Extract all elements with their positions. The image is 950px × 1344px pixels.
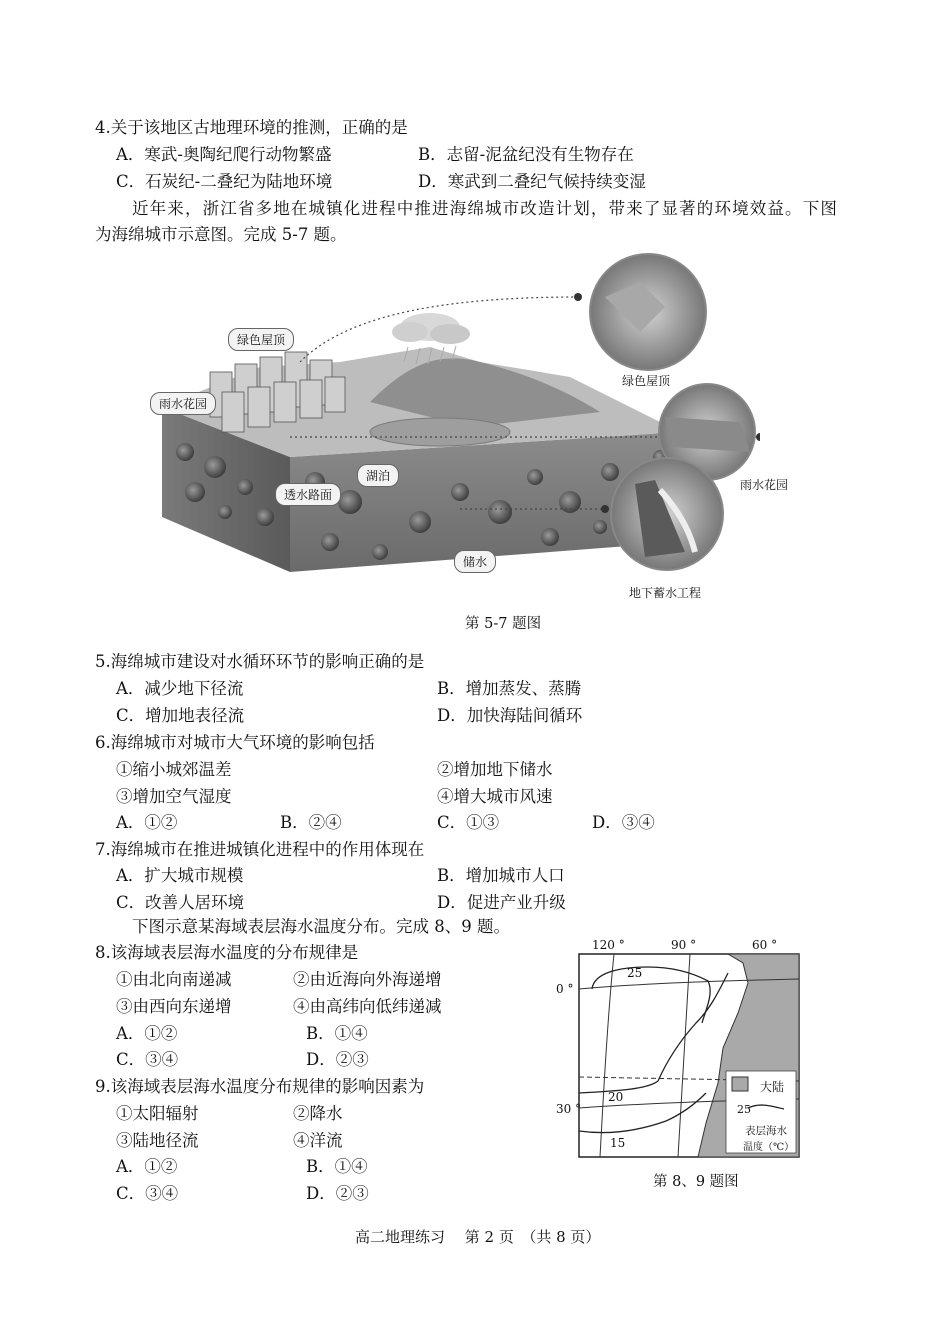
q5-option-d: D．加快海陆间循环 <box>437 706 583 725</box>
q8-statement-3: ③由西向东递增 <box>116 997 232 1016</box>
q9-option-a: A．①② <box>116 1157 178 1176</box>
q6-option-a: A．①② <box>116 813 178 832</box>
legend-sample-value: 25 <box>737 1103 751 1116</box>
lon-60-label: 60 ° <box>752 938 778 952</box>
q9-option-b: B．①④ <box>306 1157 368 1176</box>
photo-caption-green-roof: 绿色屋顶 <box>622 374 671 388</box>
q8-option-a: A．①② <box>116 1024 178 1043</box>
q7-stem: 7.海绵城市在推进城镇化进程中的作用体现在 <box>95 840 425 859</box>
isotherm-label-20: 20 <box>608 1090 624 1104</box>
q6-statement-2: ②增加地下储水 <box>437 760 553 779</box>
q4-option-c: C．石炭纪-二叠纪为陆地环境 <box>116 172 333 191</box>
legend-isotherm-label-2: 温度（℃） <box>743 1142 795 1153</box>
label-storage: 储水 <box>454 550 496 573</box>
page-footer: 高二地理练习 第 2 页 （共 8 页） <box>355 1228 601 1246</box>
q4-option-b: B．志留-泥盆纪没有生物存在 <box>418 145 634 164</box>
intro-8-9: 下图示意某海域表层海水温度分布。完成 8、9 题。 <box>132 917 510 936</box>
lon-90-label: 90 ° <box>671 938 697 952</box>
q6-stem: 6.海绵城市对城市大气环境的影响包括 <box>95 733 375 752</box>
lat-30-label: 30 ° <box>556 1102 582 1116</box>
q7-option-b: B．增加城市人口 <box>437 866 565 885</box>
q9-option-c: C．③④ <box>116 1184 179 1203</box>
lake-shape <box>370 418 510 446</box>
lat-0-label: 0 ° <box>556 982 574 996</box>
q6-statement-3: ③增加空气湿度 <box>116 787 232 806</box>
q8-option-b: B．①④ <box>306 1024 368 1043</box>
photo-caption-rain-garden: 雨水花园 <box>740 478 789 492</box>
q8-statement-4: ④由高纬向低纬递减 <box>293 997 442 1016</box>
q5-option-b: B．增加蒸发、蒸腾 <box>437 679 582 698</box>
figure-5-7-caption: 第 5-7 题图 <box>465 616 542 632</box>
isotherm-label-25: 25 <box>627 966 643 980</box>
intro-5-7-line1: 近年来，浙江省多地在城镇化进程中推进海绵城市改造计划，带来了显著的环境效益。下图 <box>132 199 838 218</box>
isotherm-label-15: 15 <box>610 1136 626 1150</box>
q6-statement-4: ④增大城市风速 <box>437 787 553 806</box>
q9-option-d: D．②③ <box>306 1184 369 1203</box>
sponge-city-diagram <box>140 252 760 604</box>
legend-land-swatch <box>732 1077 748 1091</box>
q4-stem: 4.关于该地区古地理环境的推测，正确的是 <box>95 118 408 137</box>
label-green-roof: 绿色屋顶 <box>228 328 294 351</box>
q5-option-c: C．增加地表径流 <box>116 706 245 725</box>
q8-stem: 8.该海域表层海水温度的分布规律是 <box>95 943 359 962</box>
q6-option-d: D．③④ <box>592 813 655 832</box>
q8-statement-1: ①由北向南递减 <box>116 970 232 989</box>
q8-option-d: D．②③ <box>306 1050 369 1069</box>
legend-land-label: 大陆 <box>760 1080 785 1094</box>
q9-stem: 9.该海域表层海水温度分布规律的影响因素为 <box>95 1077 425 1096</box>
q7-option-c: C．改善人居环境 <box>116 893 245 912</box>
q5-stem: 5.海绵城市建设对水循环环节的影响正确的是 <box>95 652 425 671</box>
q7-option-d: D．促进产业升级 <box>437 893 566 912</box>
q7-option-a: A．扩大城市规模 <box>116 866 244 885</box>
q5-option-a: A．减少地下径流 <box>116 679 244 698</box>
intro-5-7-line2: 为海绵城市示意图。完成 5-7 题。 <box>95 225 347 244</box>
figure-8-9-caption: 第 8、9 题图 <box>653 1174 739 1190</box>
q6-option-b: B．②④ <box>280 813 342 832</box>
q9-statement-2: ②降水 <box>293 1104 343 1123</box>
label-lake: 湖泊 <box>357 464 399 487</box>
q4-option-a: A．寒武-奥陶纪爬行动物繁盛 <box>116 145 332 164</box>
q4-option-d: D．寒武到二叠纪气候持续变湿 <box>418 172 646 191</box>
label-permeable-road: 透水路面 <box>275 483 341 506</box>
photo-caption-underground: 地下蓄水工程 <box>629 586 702 600</box>
legend-isotherm-label-1: 表层海水 <box>745 1125 787 1137</box>
lon-120-label: 120 ° <box>592 938 625 952</box>
label-rain-garden: 雨水花园 <box>150 392 216 415</box>
cloud-icon <box>392 313 470 344</box>
q8-option-c: C．③④ <box>116 1050 179 1069</box>
q9-statement-4: ④洋流 <box>293 1131 343 1150</box>
q6-option-c: C．①③ <box>437 813 500 832</box>
q9-statement-1: ①太阳辐射 <box>116 1104 199 1123</box>
q9-statement-3: ③陆地径流 <box>116 1131 199 1150</box>
q8-statement-2: ②由近海向外海递增 <box>293 970 442 989</box>
q6-statement-1: ①缩小城郊温差 <box>116 760 232 779</box>
